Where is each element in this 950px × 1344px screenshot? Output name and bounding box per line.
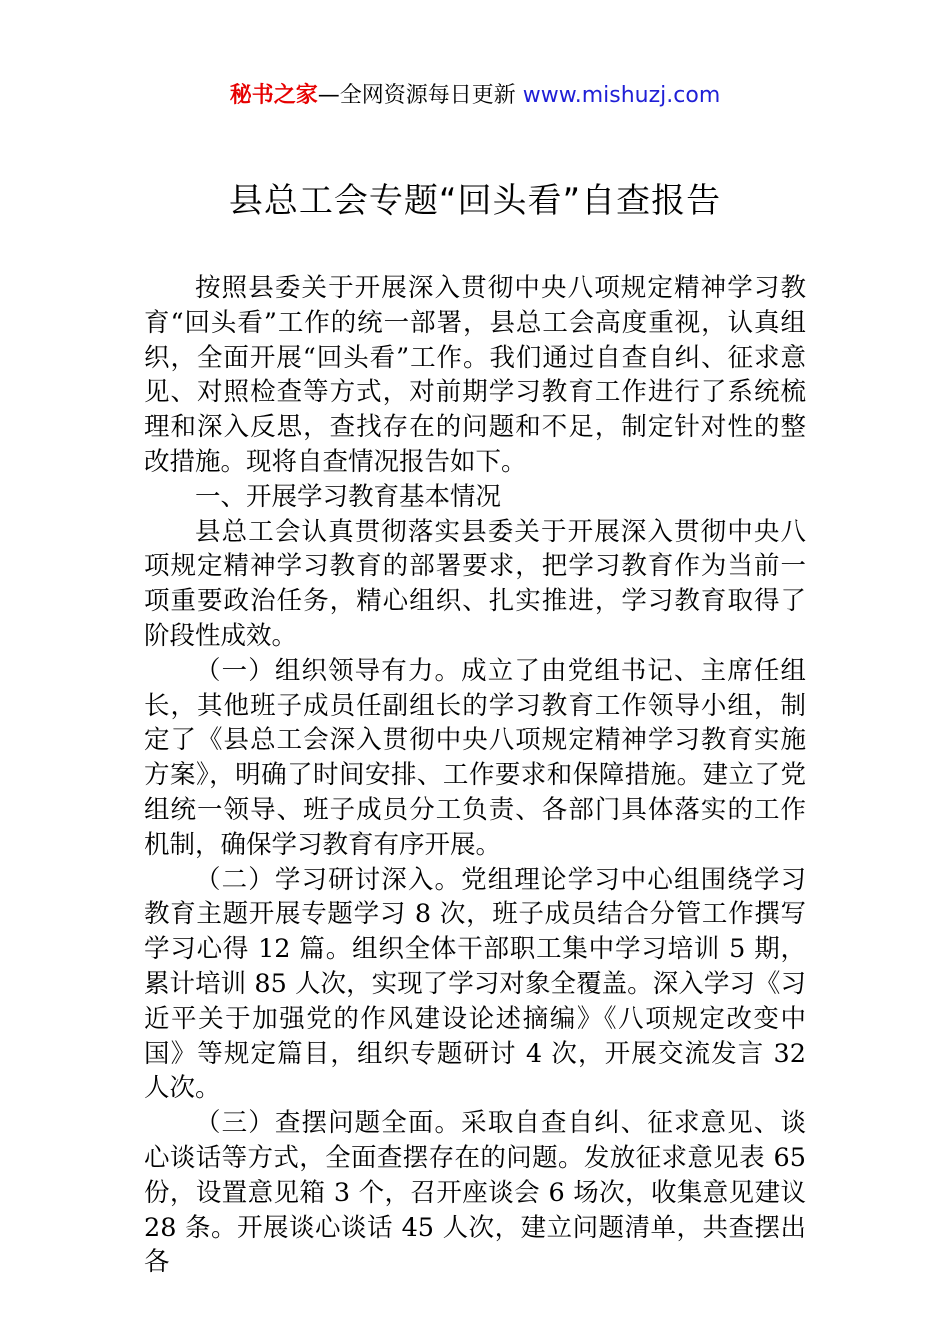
document-body	[144, 271, 806, 1280]
section-heading-1: 一、开展学习教育基本情况	[195, 481, 502, 512]
paragraph-item-3: （三）查摆问题全面。采取自查自纠、征求意见、谈心谈话等方式，全面查摆存在的问题。发放征求意见表 65 份，设置意见箱 3 个，召开座谈会 6 场次，收集意见建议 28 条。开展谈心谈话 45 人次，建立问题清单，共查摆出各	[144, 1108, 806, 1278]
paragraph-item-1: （一）组织领导有力。成立了由党组书记、主席任组长，其他班子成员任副组长的学习教育工作领导小组，制定了《县总工会深入贯彻中央八项规定精神学习教育实施方案》，明确了时间安排、工作要求和保障措施。建立了党组统一领导、班子成员分工负责、各部门具体落实的工作机制，确保学习教育有序开展。	[144, 655, 806, 860]
site-name: 秘书之家	[229, 83, 318, 108]
document-title: 县总工会专题“回头看”自查报告	[228, 181, 722, 221]
paragraph-overview: 县总工会认真贯彻落实县委关于开展深入贯彻中央八项规定精神学习教育的部署要求，把学习教育作为当前一项重要政治任务，精心组织、扎实推进，学习教育取得了阶段性成效。	[144, 516, 806, 651]
paragraph-intro: 按照县委关于开展深入贯彻中央八项规定精神学习教育“回头看”工作的统一部署，县总工会高度重视，认真组织，全面开展“回头看”工作。我们通过自查自纠、征求意见、对照检查等方式，对前期学习教育工作进行了系统梳理和深入反思，查找存在的问题和不足，制定针对性的整改措施。现将自查情况报告如下。	[144, 273, 806, 477]
site-url-link[interactable]: www.mishuzj.com	[522, 83, 721, 108]
site-header	[0, 80, 950, 112]
site-tagline: —全网资源每日更新	[317, 83, 523, 108]
paragraph-item-2: （二）学习研讨深入。党组理论学习中心组围绕学习教育主题开展专题学习 8 次，班子成员结合分管工作撰写学习心得 12 篇。组织全体干部职工集中学习培训 5 期，累计培训 85 人次，实现了学习对象全覆盖。深入学习《习近平关于加强党的作风建设论述摘编》《八项规定改变中国》等规定篇目，组织专题研讨 4 次，开展交流发言 32 人次。	[144, 864, 806, 1104]
